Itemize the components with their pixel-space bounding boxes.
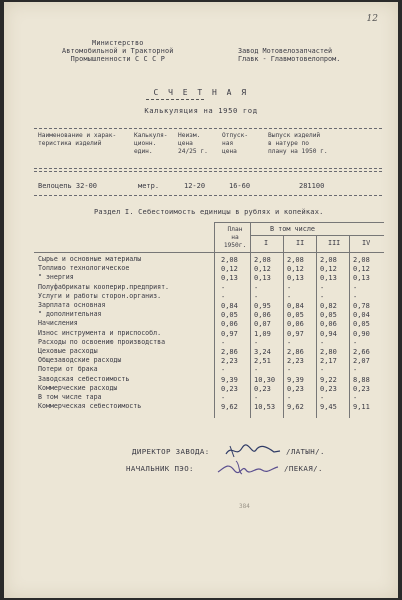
- quarter-value: -: [320, 283, 325, 292]
- ministry-line: Автомобильной и Тракторной: [62, 46, 174, 55]
- cost-table-top-rule: [214, 222, 384, 223]
- cost-row-label: Коммерческие расходы: [38, 383, 118, 392]
- group-header: В том числе: [270, 225, 316, 233]
- quarter-value: -: [320, 366, 325, 375]
- quarter-value: 0,23: [287, 384, 304, 393]
- ministry-line: Промышленности С С С Р: [70, 54, 166, 63]
- quarter-value: 0,06: [254, 311, 271, 320]
- product-header-release-price: Отпуск- ная цена: [222, 132, 249, 155]
- cost-row-label: " дополнительная: [38, 310, 102, 319]
- plan-value: -: [221, 366, 226, 375]
- quarter-header: I: [264, 239, 269, 247]
- pfo-head-name: /ПЕКАЯ/.: [284, 464, 323, 473]
- quarter-value: 2,66: [353, 348, 370, 356]
- section-title: Раздел I. Себестоимость единицы в рублях и копейках.: [94, 208, 324, 216]
- plan-value: 2,08: [221, 256, 238, 264]
- quarter-value: 0,78: [353, 302, 370, 310]
- cost-row-label: Начисления: [38, 319, 78, 328]
- quarter-value: 0,97: [287, 329, 304, 338]
- quarter-value: 0,23: [254, 384, 271, 393]
- product-table-mid-rule: [34, 168, 382, 169]
- quarter-value: -: [254, 338, 259, 347]
- cost-row-label: Износ инструмента и приспособл.: [38, 328, 162, 337]
- quarter-value: 0,94: [320, 329, 337, 338]
- plan-value: -: [221, 292, 226, 301]
- quarter-value: 0,13: [353, 274, 370, 283]
- cost-row-label: Расходы по освоению производства: [38, 337, 166, 346]
- product-header-fixed-price: Неизм. цена 24/25 г.: [178, 132, 208, 155]
- quarter-value: 2,86: [287, 348, 304, 356]
- group-header-rule: [250, 235, 384, 236]
- quarter-value: 0,05: [287, 311, 304, 320]
- plan-value: -: [221, 283, 226, 292]
- plan-value: 0,23: [221, 384, 238, 393]
- quarter-header: II: [296, 239, 305, 247]
- cost-table-grid-line: [283, 236, 284, 418]
- cost-table-header-rule: [34, 252, 384, 253]
- quarter-value: 0,06: [320, 320, 337, 329]
- quarter-value: 0,12: [287, 265, 304, 274]
- plant-header: [238, 48, 340, 64]
- cost-row-label: Зарплата основная: [38, 301, 106, 309]
- quarter-value: 0,23: [320, 384, 337, 393]
- plant-line: Главк - Главмотовелопром.: [238, 54, 341, 63]
- quarter-value: 9,45: [320, 403, 337, 412]
- quarter-value: -: [353, 292, 358, 301]
- director-name: /ЛАТЫН/.: [286, 447, 325, 456]
- product-unit: метр.: [138, 182, 160, 190]
- plant-line: Завод Мотовелозапчастей: [238, 47, 333, 55]
- quarter-value: -: [320, 292, 325, 301]
- quarter-value: 10,30: [254, 375, 276, 384]
- plan-header: План на 1950г.: [223, 226, 247, 249]
- cost-table-grid-line: [316, 236, 317, 418]
- quarter-header: IV: [362, 239, 371, 247]
- quarter-value: -: [254, 292, 259, 301]
- quarter-value: 0,05: [320, 311, 337, 320]
- plan-value: 9,62: [221, 403, 238, 412]
- quarter-value: 0,23: [353, 384, 370, 393]
- product-fixed-price: 12-20: [184, 182, 206, 190]
- page-number: 12: [366, 14, 378, 24]
- cost-row-label: Топливо технологическое: [38, 264, 130, 273]
- quarter-value: -: [353, 394, 358, 402]
- quarter-value: 0,84: [287, 302, 304, 310]
- quarter-value: -: [320, 338, 325, 347]
- plan-value: 9,39: [221, 375, 238, 384]
- product-table-top-rule: [34, 128, 382, 129]
- quarter-value: 2,51: [254, 357, 271, 366]
- cost-row-label: Полуфабрикаты кооперир.предприят.: [38, 282, 170, 291]
- product-output: 281100: [299, 182, 325, 190]
- quarter-value: 9,39: [287, 375, 304, 384]
- cost-row-label: Общезаводские расходы: [38, 356, 122, 365]
- quarter-header: III: [328, 239, 341, 247]
- cost-row-label: " энергия: [38, 273, 74, 282]
- quarter-value: 9,22: [320, 375, 337, 384]
- plan-value: 0,12: [221, 265, 238, 274]
- quarter-value: -: [287, 338, 292, 347]
- quarter-value: 2,80: [320, 348, 337, 356]
- quarter-value: 0,06: [287, 320, 304, 329]
- quarter-value: 3,24: [254, 348, 271, 356]
- plan-value: -: [221, 338, 226, 347]
- quarter-value: 0,12: [254, 265, 271, 274]
- quarter-value: -: [254, 283, 259, 292]
- plan-value: 0,06: [221, 320, 238, 329]
- quarter-value: 0,82: [320, 302, 337, 310]
- cost-row-label: Услуги и работы сторон.организ.: [38, 291, 162, 300]
- plan-value: 2,23: [221, 357, 238, 366]
- quarter-value: 0,05: [353, 320, 370, 329]
- quarter-value: 0,13: [254, 274, 271, 283]
- plan-value: 2,86: [221, 348, 238, 356]
- cost-row-label: В том числе тара: [38, 393, 102, 401]
- cost-row-label: Заводская себестоимость: [38, 374, 130, 383]
- director-role: ДИРЕКТОР ЗАВОДА:: [132, 447, 210, 456]
- quarter-value: 9,62: [287, 403, 304, 412]
- quarter-value: 0,07: [254, 320, 271, 329]
- plan-value: 0,05: [221, 311, 238, 320]
- pfo-head-role: НАЧАЛЬНИК ПЭО:: [126, 464, 194, 473]
- product-header-output: Выпуск изделий в натуре по плану на 1950 г.: [268, 132, 328, 155]
- quarter-value: -: [287, 366, 292, 375]
- quarter-value: 2,08: [287, 256, 304, 264]
- plan-value: 0,13: [221, 274, 238, 283]
- plan-value: 0,84: [221, 302, 238, 310]
- quarter-value: 2,08: [353, 256, 370, 264]
- quarter-value: 2,17: [320, 357, 337, 366]
- pfo-head-signature: [216, 458, 280, 478]
- quarter-value: -: [254, 366, 259, 375]
- quarter-value: -: [287, 394, 292, 402]
- quarter-value: 0,13: [320, 274, 337, 283]
- ministry-header: [62, 40, 174, 63]
- plan-value: -: [221, 394, 226, 402]
- quarter-value: -: [287, 283, 292, 292]
- title-underline: [146, 99, 204, 100]
- quarter-value: -: [320, 394, 325, 402]
- product-header-name: Наименование и харак- теристика изделий: [38, 132, 117, 147]
- plan-value: 0,97: [221, 329, 238, 338]
- archive-stamp: 384: [239, 503, 250, 510]
- product-header-unit: Калькуля- ционн. един.: [134, 132, 168, 155]
- quarter-value: 9,11: [353, 403, 370, 412]
- document-sheet: [4, 2, 398, 598]
- quarter-value: -: [353, 366, 358, 375]
- document-title: С Ч Е Т Н А Я: [153, 88, 249, 97]
- quarter-value: -: [254, 394, 259, 402]
- quarter-value: 0,13: [287, 274, 304, 283]
- quarter-value: 8,88: [353, 375, 370, 384]
- quarter-value: 2,07: [353, 357, 370, 366]
- quarter-value: -: [353, 338, 358, 347]
- quarter-value: 0,04: [353, 311, 370, 320]
- product-release-price: 16-60: [229, 182, 251, 190]
- quarter-value: 0,12: [353, 265, 370, 274]
- quarter-value: 2,08: [320, 256, 337, 264]
- quarter-value: 2,23: [287, 357, 304, 366]
- product-name: Велоцепь 32-00: [38, 182, 98, 190]
- product-table-mid-rule: [34, 171, 382, 172]
- cost-row-label: Коммерческая себестоимость: [38, 402, 142, 411]
- cost-row-label: Сырье и основные материалы: [38, 255, 142, 263]
- cost-table-grid-line: [349, 236, 350, 418]
- quarter-value: 0,90: [353, 329, 370, 338]
- quarter-value: 0,95: [254, 302, 271, 310]
- quarter-value: -: [287, 292, 292, 301]
- product-table-bottom-rule: [34, 195, 382, 196]
- ministry-line: Министерство: [92, 39, 144, 47]
- document-subtitle: Калькуляция на 1950 год: [144, 106, 258, 115]
- quarter-value: 10,53: [254, 403, 276, 412]
- quarter-value: 2,08: [254, 256, 271, 264]
- cost-row-label: Цеховые расходы: [38, 347, 98, 355]
- quarter-value: -: [353, 283, 358, 292]
- quarter-value: 0,12: [320, 265, 337, 274]
- cost-row-label: Потери от брака: [38, 365, 98, 374]
- quarter-value: 1,09: [254, 329, 271, 338]
